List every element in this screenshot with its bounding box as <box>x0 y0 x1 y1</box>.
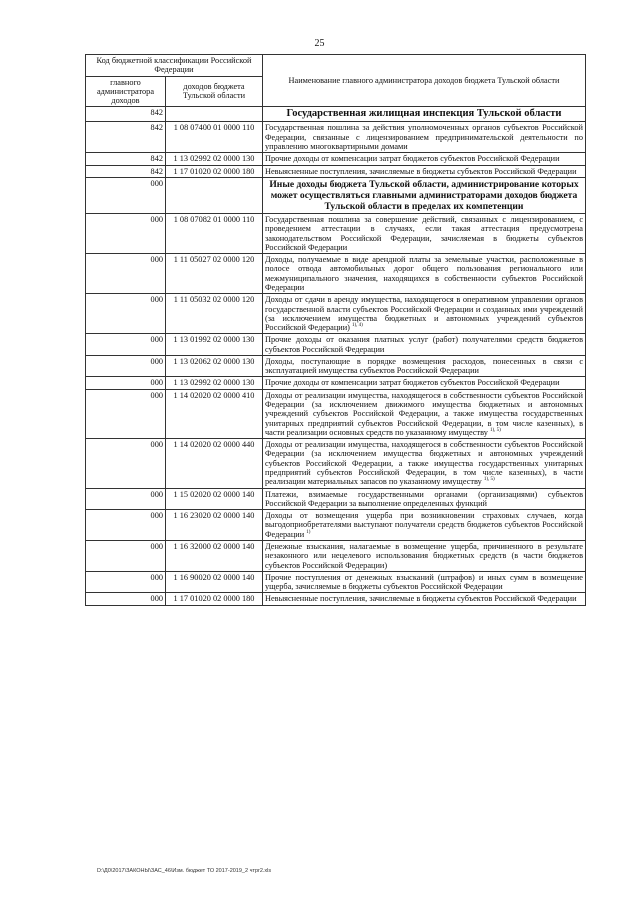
revenue-name-cell <box>263 177 586 213</box>
revenue-name-cell <box>263 488 586 510</box>
revenue-name-text: Платежи, взимаемые государственными органами (организациями) субъектов Российской Федерации за выполнение определенных функций <box>265 489 583 508</box>
revenue-code-cell: 1 17 01020 02 0000 180 <box>166 593 263 605</box>
revenue-code-cell: 1 13 02062 02 0000 130 <box>166 355 263 377</box>
page-number: 25 <box>314 38 325 49</box>
revenue-code-cell <box>166 107 263 122</box>
table-row <box>86 593 586 605</box>
revenue-name-cell <box>263 540 586 571</box>
revenue-name-cell <box>263 294 586 334</box>
revenue-name-text: Прочие доходы от компенсации затрат бюджетов субъектов Российской Федерации <box>265 378 560 388</box>
revenue-code-cell: 1 11 05032 02 0000 120 <box>166 294 263 334</box>
revenue-name-cell <box>263 377 586 389</box>
revenue-name-text: Прочие доходы от оказания платных услуг (работ) получателями средств бюджетов субъектов Российской Федерации <box>265 335 583 354</box>
table-row <box>86 389 586 438</box>
table-row <box>86 377 586 389</box>
revenue-name-text: Государственная жилищная инспекция Тульской области <box>286 108 562 120</box>
revenue-name-cell <box>263 213 586 253</box>
code-group-header: Код бюджетной классификации Российской Федерации <box>86 55 263 77</box>
footnote-marker: 1), 5) <box>483 477 495 483</box>
admin-code-cell: 000 <box>86 377 166 389</box>
revenue-name-text: Доходы от возмещения ущерба при возникновении страховых случаев, когда выгодоприобретателями выступают получатели средств бюджетов субъектов Российской Федерации <box>265 511 583 539</box>
admin-code-cell: 000 <box>86 389 166 438</box>
admin-code-cell: 000 <box>86 510 166 541</box>
revenue-code-cell: 1 16 23020 02 0000 140 <box>166 510 263 541</box>
budget-revenue-table <box>85 54 586 606</box>
admin-code-cell: 842 <box>86 165 166 177</box>
table-row <box>86 213 586 253</box>
revenue-name-text: Государственная пошлина за действия уполномоченных органов субъектов Российской Федерации, связанные с лицензированием предпринимательской деятельности по управлению многоквартирными домами <box>265 123 583 152</box>
revenue-name-cell <box>263 107 586 122</box>
revenue-name-text: Доходы, поступающие в порядке возмещения расходов, понесенных в связи с эксплуатацией имущества субъектов Российской Федерации <box>265 356 583 376</box>
admin-code-cell: 000 <box>86 254 166 294</box>
admin-code-cell: 000 <box>86 488 166 510</box>
revenue-name-text: Прочие доходы от компенсации затрат бюджетов субъектов Российской Федерации <box>265 154 560 164</box>
table-row <box>86 122 586 153</box>
admin-code-cell: 000 <box>86 177 166 213</box>
revenue-name-cell <box>263 355 586 377</box>
revenue-name-text: Прочие поступления от денежных взысканий (штрафов) и иных сумм в возмещение ущерба, зачисляемые в бюджеты субъектов Российской Федерации <box>265 572 583 592</box>
table-row <box>86 334 586 356</box>
file-path-footer: D:\Д0\2017\ЗАКОНЫ\ЗАС_46\Изм. бюджет ТО 2017-2019_2 чтpr2.xls <box>97 868 272 874</box>
admin-code-cell: 000 <box>86 593 166 605</box>
revenue-code-cell: 1 13 01992 02 0000 130 <box>166 334 263 356</box>
table-row <box>86 165 586 177</box>
revenue-code-cell: 1 16 90020 02 0000 140 <box>166 571 263 593</box>
revenue-name-cell <box>263 389 586 438</box>
revenue-name-cell <box>263 439 586 488</box>
revenue-name-text: Доходы от реализации имущества, находящегося в собственности субъектов Российской Федерации (за исключением имущества бюджетных и автономных учреждений субъектов Российской Федерации, а также имущества государственных унитарных предприятий субъектов Российской Федерации, в том числе казенных), в части реализации материальных запасов по указанному имуществу <box>265 440 583 487</box>
revenue-name-cell <box>263 153 586 165</box>
footnote-marker: 1) <box>306 529 311 535</box>
table-row <box>86 294 586 334</box>
revenue-code-cell: 1 17 01020 02 0000 180 <box>166 165 263 177</box>
admin-code-cell: 000 <box>86 439 166 488</box>
admin-code-cell: 842 <box>86 107 166 122</box>
footnote-marker: 1), 5) <box>490 428 501 434</box>
revenue-name-text: Доходы от сдачи в аренду имущества, находящегося в оперативном управлении органов государственной власти субъектов Российской Федерации и созданных ими учреждений (за исключением имущества бюджетных и автономных учреждений субъектов Российской Федерации) <box>265 295 583 333</box>
revenue-code-cell: 1 08 07400 01 0000 110 <box>166 122 263 153</box>
revenue-code-cell: 1 14 02020 02 0000 440 <box>166 439 263 488</box>
admin-code-cell: 000 <box>86 294 166 334</box>
admin-column-header: главного администратора доходов <box>86 76 166 107</box>
revenue-name-text: Денежные взыскания, налагаемые в возмещение ущерба, причиненного в результате незаконного или нецелевого использования бюджетных средств (в части бюджетов субъектов Российской Федерации) <box>265 541 583 570</box>
table-row <box>86 510 586 541</box>
revenue-column-header: доходов бюджета Тульской области <box>166 76 263 107</box>
admin-code-cell: 000 <box>86 334 166 356</box>
revenue-code-cell <box>166 177 263 213</box>
revenue-code-cell: 1 13 02992 02 0000 130 <box>166 153 263 165</box>
revenue-name-cell <box>263 254 586 294</box>
table-row <box>86 355 586 377</box>
revenue-name-cell <box>263 122 586 153</box>
admin-code-cell: 842 <box>86 153 166 165</box>
admin-code-cell: 000 <box>86 213 166 253</box>
name-column-header: Наименование главного администратора доходов бюджета Тульской области <box>263 55 586 107</box>
table-row <box>86 488 586 510</box>
table-row <box>86 571 586 593</box>
revenue-name-cell <box>263 571 586 593</box>
revenue-name-text: Иные доходы бюджета Тульской области, администрирование которых может осуществляться главными администраторами доходов бюджета Тульской области в пределах их компетенции <box>269 178 579 212</box>
table-row <box>86 439 586 488</box>
table-row <box>86 254 586 294</box>
revenue-name-text: Государственная пошлина за совершение действий, связанных с лицензированием, с проведением аттестации в случаях, если такая аттестация предусмотрена законодательством Российской Федерации, зачисляемая в бюджеты субъектов Российской Федерации <box>265 214 583 252</box>
table-row <box>86 107 586 122</box>
admin-code-cell: 000 <box>86 355 166 377</box>
revenue-code-cell: 1 08 07082 01 0000 110 <box>166 213 263 253</box>
admin-code-cell: 000 <box>86 540 166 571</box>
revenue-name-text: Доходы от реализации имущества, находящегося в собственности субъектов Российской Федерации (за исключением движимого имущества бюджетных и автономных учреждений субъектов Российской Федерации, а также имущества государственных унитарных предприятий субъектов Российской Федерации, в том числе казенных), в части реализации основных средств по указанному имуществу <box>265 390 583 437</box>
revenue-name-cell <box>263 510 586 541</box>
table-row <box>86 177 586 213</box>
revenue-code-cell: 1 14 02020 02 0000 410 <box>166 389 263 438</box>
revenue-name-cell <box>263 593 586 605</box>
revenue-code-cell: 1 11 05027 02 0000 120 <box>166 254 263 294</box>
revenue-name-cell <box>263 334 586 356</box>
revenue-code-cell: 1 15 02020 02 0000 140 <box>166 488 263 510</box>
revenue-code-cell: 1 13 02992 02 0000 130 <box>166 377 263 389</box>
table-row <box>86 540 586 571</box>
table-row <box>86 153 586 165</box>
revenue-name-cell <box>263 165 586 177</box>
admin-code-cell: 842 <box>86 122 166 153</box>
footnote-marker: 1), 4) <box>352 323 363 329</box>
revenue-name-text: Невыясненные поступления, зачисляемые в бюджеты субъектов Российской Федерации <box>265 594 577 604</box>
admin-code-cell: 000 <box>86 571 166 593</box>
revenue-code-cell: 1 16 32000 02 0000 140 <box>166 540 263 571</box>
revenue-name-text: Доходы, получаемые в виде арендной платы за земельные участки, расположенные в полосе отвода автомобильных дорог общего пользования регионального или межмуниципального значения, находящихся в собственности субъектов Российской Федерации <box>265 255 583 292</box>
revenue-name-text: Невыясненные поступления, зачисляемые в бюджеты субъектов Российской Федерации <box>265 166 577 176</box>
